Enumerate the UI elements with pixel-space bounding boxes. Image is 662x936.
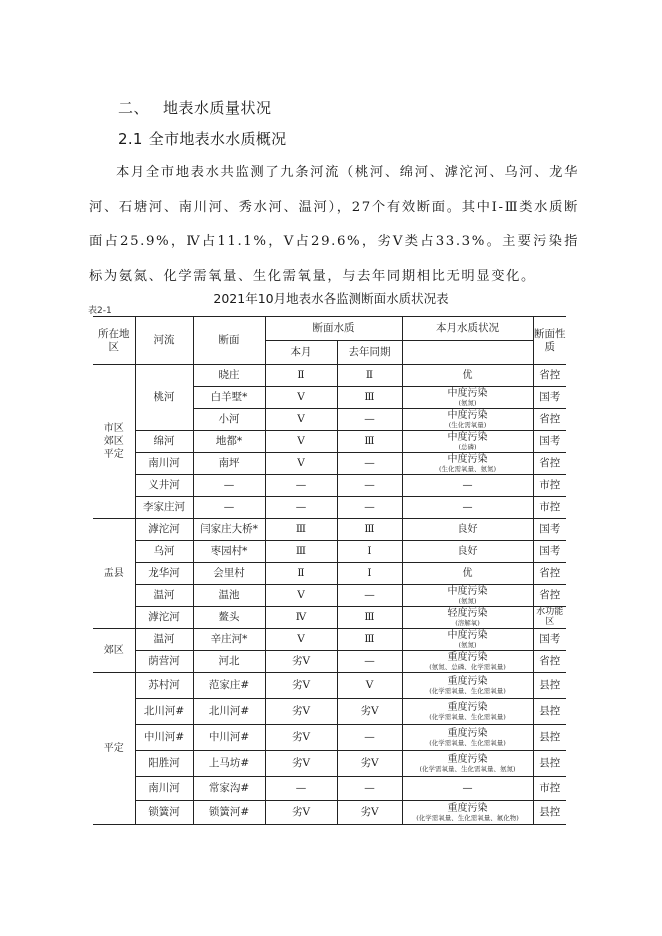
status-level: 重度污染: [447, 728, 488, 740]
status-pollutants: (溶解氧): [455, 618, 480, 627]
cell-river: 北川河#: [135, 699, 193, 725]
cell-status: [402, 651, 533, 673]
cell-last-year: Ⅲ: [337, 431, 402, 453]
cell-section: 上马坊#: [193, 751, 265, 777]
cell-river: 中川河#: [135, 725, 193, 751]
cell-this-month: Ⅱ: [265, 563, 337, 585]
status-level: 重度污染: [447, 754, 488, 766]
header-status: 本月水质状况: [402, 317, 533, 341]
cell-this-month: Ⅴ: [265, 453, 337, 475]
cell-this-month: —: [265, 497, 337, 519]
status-pollutants: (化学需氧量、生化需氧量、氟化物): [416, 813, 519, 822]
cell-region: 郊区: [93, 629, 135, 673]
header-region: 所在地区: [93, 317, 135, 365]
cell-last-year: Ⅱ: [337, 365, 402, 387]
cell-river: 苏村河: [135, 673, 193, 699]
cell-status: [402, 751, 533, 777]
cell-type: 县控: [533, 725, 566, 751]
section-number: 二、: [118, 99, 150, 117]
header-this-month: 本月: [265, 341, 337, 365]
summary-paragraph: 本月全市地表水共监测了九条河流（桃河、绵河、滹沱河、乌河、龙华河、石塘河、南川河、秀水河、温河），27个有效断面。其中Ⅰ-Ⅲ类水质断面占25.9%，Ⅳ占11.1%，Ⅴ占29.6%，劣Ⅴ类占33.3%。主要污染指标为氨氮、化学需氧量、生化需氧量，与去年同期相比无明显变化。: [89, 165, 579, 284]
status-level: —: [462, 782, 473, 794]
table-title: 2021年10月地表水各监测断面水质状况表: [213, 291, 449, 306]
cell-river: 义井河: [135, 475, 193, 497]
table-row: [93, 651, 566, 673]
table-row: [93, 607, 566, 629]
status-pollutants: (生化需氧量、氨氮): [438, 464, 497, 473]
cell-section: 鳌头: [193, 607, 265, 629]
status-level: 中度污染: [447, 432, 488, 444]
cell-river: 滹沱河: [135, 607, 193, 629]
cell-this-month: Ⅴ: [265, 387, 337, 409]
cell-last-year: Ⅲ: [337, 629, 402, 651]
status-pollutants: (化学需氧量、生化需氧量): [429, 686, 506, 695]
cell-type: 省控: [533, 651, 566, 673]
cell-type: 国考: [533, 541, 566, 563]
cell-last-year: —: [337, 409, 402, 431]
cell-type: 县控: [533, 751, 566, 777]
cell-status: [402, 519, 533, 541]
cell-this-month: 劣Ⅴ: [265, 801, 337, 825]
cell-section: 地都*: [193, 431, 265, 453]
cell-river: 绵河: [135, 431, 193, 453]
status-pollutants: (化学需氧量、生化需氧量): [429, 738, 506, 747]
cell-type: 省控: [533, 453, 566, 475]
status-pollutants: (氨氮、总磷、化学需氧量): [429, 662, 506, 671]
cell-last-year: Ⅴ: [337, 673, 402, 699]
cell-section: 常家沟#: [193, 777, 265, 801]
cell-status: [402, 453, 533, 475]
status-level: 重度污染: [447, 702, 488, 714]
cell-region: 盂县: [93, 519, 135, 629]
cell-type: 省控: [533, 409, 566, 431]
cell-section: 会里村: [193, 563, 265, 585]
cell-river: 李家庄河: [135, 497, 193, 519]
cell-type: 省控: [533, 563, 566, 585]
cell-type: 水功能区: [533, 607, 566, 629]
cell-this-month: Ⅴ: [265, 629, 337, 651]
cell-section: 辛庄河*: [193, 629, 265, 651]
table-row: [93, 629, 566, 651]
cell-last-year: Ⅲ: [337, 387, 402, 409]
status-level: 中度污染: [447, 388, 488, 400]
cell-last-year: —: [337, 651, 402, 673]
table-row: [93, 365, 566, 387]
cell-last-year: Ⅰ: [337, 541, 402, 563]
table-row: [93, 673, 566, 699]
cell-river: 南川河: [135, 777, 193, 801]
status-pollutants: (化学需氧量、生化需氧量、氨氮): [419, 764, 516, 773]
table-row: [93, 725, 566, 751]
section-heading: [118, 97, 272, 118]
status-level: 中度污染: [447, 410, 488, 422]
cell-last-year: —: [337, 725, 402, 751]
cell-last-year: 劣Ⅴ: [337, 751, 402, 777]
table-row: [93, 751, 566, 777]
cell-this-month: 劣Ⅴ: [265, 699, 337, 725]
cell-last-year: Ⅰ: [337, 563, 402, 585]
cell-type: 县控: [533, 673, 566, 699]
table-row: [93, 519, 566, 541]
status-level: 中度污染: [447, 454, 488, 466]
cell-this-month: Ⅳ: [265, 607, 337, 629]
cell-status: [402, 585, 533, 607]
cell-type: 国考: [533, 387, 566, 409]
subsection-number: 2.1: [118, 130, 143, 148]
cell-type: 国考: [533, 629, 566, 651]
cell-type: 国考: [533, 519, 566, 541]
status-level: 良好: [457, 545, 478, 557]
cell-this-month: 劣Ⅴ: [265, 725, 337, 751]
cell-status: [402, 699, 533, 725]
cell-last-year: —: [337, 777, 402, 801]
cell-river: 乌河: [135, 541, 193, 563]
cell-region: 平定: [93, 673, 135, 825]
table-row: [93, 777, 566, 801]
cell-section: —: [193, 475, 265, 497]
cell-status: [402, 365, 533, 387]
cell-section: 北川河#: [193, 699, 265, 725]
status-level: —: [462, 479, 473, 491]
status-pollutants: (氨氮): [458, 640, 477, 649]
cell-status: [402, 725, 533, 751]
table-row: [93, 453, 566, 475]
cell-region: 市区郊区平定: [93, 365, 135, 519]
cell-section: 小河: [193, 409, 265, 431]
cell-river: 锁簧河: [135, 801, 193, 825]
cell-river: 龙华河: [135, 563, 193, 585]
status-pollutants: (总磷): [458, 442, 477, 451]
cell-section: 温池: [193, 585, 265, 607]
cell-last-year: 劣Ⅴ: [337, 699, 402, 725]
cell-this-month: 劣Ⅴ: [265, 651, 337, 673]
cell-last-year: —: [337, 475, 402, 497]
header-section: 断面: [193, 317, 265, 365]
cell-type: 市控: [533, 475, 566, 497]
cell-status: [402, 409, 533, 431]
cell-this-month: 劣Ⅴ: [265, 673, 337, 699]
cell-last-year: 劣Ⅴ: [337, 801, 402, 825]
cell-status: [402, 475, 533, 497]
cell-section: 范家庄#: [193, 673, 265, 699]
cell-status: [402, 541, 533, 563]
table-row: [93, 431, 566, 453]
subsection-title: 全市地表水水质概况: [148, 130, 287, 148]
cell-status: [402, 431, 533, 453]
cell-this-month: Ⅲ: [265, 541, 337, 563]
status-level: 重度污染: [447, 676, 488, 688]
table-label: 表2-1: [88, 306, 112, 316]
cell-this-month: Ⅱ: [265, 365, 337, 387]
cell-type: 国考: [533, 431, 566, 453]
cell-river: 桃河: [135, 365, 193, 431]
status-level: 轻度污染: [447, 608, 488, 620]
cell-section: 中川河#: [193, 725, 265, 751]
status-pollutants: (化学需氧量、生化需氧量): [429, 712, 506, 721]
cell-this-month: Ⅴ: [265, 431, 337, 453]
status-level: 重度污染: [447, 652, 488, 664]
cell-type: 县控: [533, 801, 566, 825]
cell-section: 闫家庄大桥*: [193, 519, 265, 541]
cell-section: 枣园村*: [193, 541, 265, 563]
header-type: 断面性质: [533, 317, 566, 365]
cell-this-month: —: [265, 777, 337, 801]
cell-section: 白羊墅*: [193, 387, 265, 409]
cell-status: [402, 497, 533, 519]
table-row: [93, 699, 566, 725]
cell-this-month: Ⅴ: [265, 585, 337, 607]
status-level: 重度污染: [447, 803, 488, 815]
cell-last-year: —: [337, 453, 402, 475]
cell-section: 南坪: [193, 453, 265, 475]
header-quality: 断面水质: [265, 317, 402, 341]
status-level: 优: [462, 369, 473, 381]
cell-status: [402, 801, 533, 825]
cell-status: [402, 629, 533, 651]
header-status-blank: [402, 341, 533, 365]
table-row: [93, 563, 566, 585]
header-last-year: 去年同期: [337, 341, 402, 365]
water-quality-table: [93, 316, 566, 825]
cell-section: 河北: [193, 651, 265, 673]
status-pollutants: (氨氮): [458, 398, 477, 407]
cell-section: —: [193, 497, 265, 519]
status-level: 中度污染: [447, 586, 488, 598]
cell-river: 荫营河: [135, 651, 193, 673]
subsection-heading: [118, 128, 286, 149]
table-row: [93, 801, 566, 825]
cell-river: 温河: [135, 585, 193, 607]
status-level: 良好: [457, 523, 478, 535]
cell-river: 温河: [135, 629, 193, 651]
cell-status: [402, 777, 533, 801]
table-row: [93, 541, 566, 563]
cell-this-month: Ⅲ: [265, 519, 337, 541]
cell-status: [402, 387, 533, 409]
cell-river: 南川河: [135, 453, 193, 475]
table-row: [93, 497, 566, 519]
cell-this-month: 劣Ⅴ: [265, 751, 337, 777]
status-level: 中度污染: [447, 630, 488, 642]
cell-type: 省控: [533, 585, 566, 607]
cell-river: 阳胜河: [135, 751, 193, 777]
status-pollutants: (氨氮): [458, 596, 477, 605]
cell-type: 市控: [533, 497, 566, 519]
cell-status: [402, 673, 533, 699]
status-pollutants: (生化需氧量): [448, 420, 487, 429]
cell-this-month: Ⅴ: [265, 409, 337, 431]
table-row: [93, 585, 566, 607]
table-row: [93, 475, 566, 497]
cell-last-year: Ⅲ: [337, 519, 402, 541]
header-river: 河流: [135, 317, 193, 365]
status-level: —: [462, 501, 473, 513]
cell-status: [402, 563, 533, 585]
cell-last-year: Ⅲ: [337, 607, 402, 629]
cell-type: 市控: [533, 777, 566, 801]
cell-status: [402, 607, 533, 629]
status-level: 优: [462, 567, 473, 579]
cell-last-year: —: [337, 585, 402, 607]
cell-last-year: —: [337, 497, 402, 519]
section-title: 地表水质量状况: [163, 99, 272, 117]
cell-this-month: —: [265, 475, 337, 497]
cell-type: 县控: [533, 699, 566, 725]
cell-river: 滹沱河: [135, 519, 193, 541]
cell-type: 省控: [533, 365, 566, 387]
cell-section: 晓庄: [193, 365, 265, 387]
cell-section: 锁簧河#: [193, 801, 265, 825]
